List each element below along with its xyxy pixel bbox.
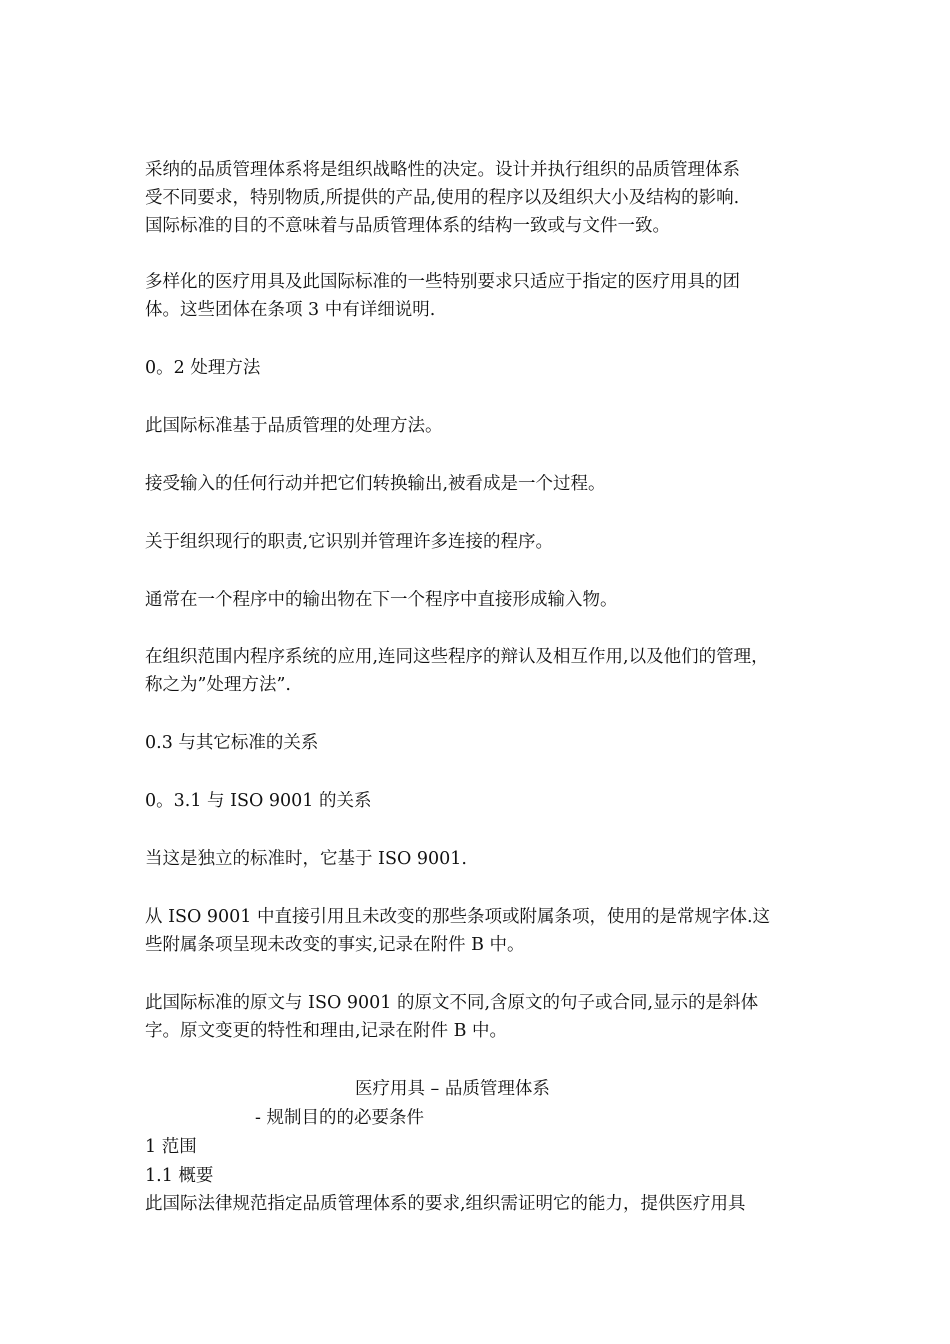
section-heading-0-3: 0.3 与其它标准的关系 <box>145 733 319 753</box>
text-line: 在组织范围内程序系统的应用,连同这些程序的辩认及相互作用,以及他们的管理， <box>145 647 769 667</box>
process-definition-paragraph: 接受输入的任何行动并把它们转换输出,被看成是一个过程。 <box>145 474 606 494</box>
section-heading-0-3-1: 0。3.1 与 ISO 9001 的关系 <box>145 791 372 811</box>
text-line: 些附属条项呈现未改变的事实,记录在附件 B 中。 <box>145 935 525 955</box>
text-line: 采纳的品质管理体系将是组织战略性的决定。设计并执行组织的品质管理体系 <box>145 160 740 180</box>
process-approach-paragraph: 此国际标准基于品质管理的处理方法。 <box>145 416 443 436</box>
scope-paragraph: 此国际法律规范指定品质管理体系的要求,组织需证明它的能力，提供医疗用具 <box>145 1194 746 1214</box>
text-line: 从 ISO 9001 中直接引用且未改变的那些条项或附属条项，使用的是常规字体.这 <box>145 907 771 927</box>
section-heading-1: 1 范围 <box>145 1137 197 1157</box>
text-line: 多样化的医疗用具及此国际标准的一些特别要求只适应于指定的医疗用具的团 <box>145 272 740 292</box>
system-application-paragraph <box>145 643 769 699</box>
responsibility-paragraph: 关于组织现行的职责,它识别并管理许多连接的程序。 <box>145 532 554 552</box>
section-heading-0-2: 0。2 处理方法 <box>145 358 261 378</box>
iso-basis-paragraph: 当这是独立的标准时，它基于 ISO 9001. <box>145 849 467 869</box>
output-input-paragraph: 通常在一个程序中的输出物在下一个程序中直接形成输入物。 <box>145 590 618 610</box>
document-subtitle: - 规制目的的必要条件 <box>255 1108 424 1128</box>
text-line: 国际标准的目的不意味着与品质管理体系的结构一致或与文件一致。 <box>145 216 670 236</box>
regular-font-paragraph <box>145 903 770 959</box>
medical-devices-paragraph <box>145 268 740 324</box>
section-heading-1-1: 1.1 概要 <box>145 1166 214 1186</box>
italic-font-paragraph <box>145 989 758 1045</box>
text-line: 体。这些团体在条项 3 中有详细说明. <box>145 300 436 320</box>
intro-paragraph <box>145 156 740 240</box>
text-line: 此国际标准的原文与 ISO 9001 的原文不同,含原文的句子或合同,显示的是斜体 <box>145 993 759 1013</box>
document-title: 医疗用具 – 品质管理体系 <box>355 1079 550 1099</box>
text-line: 称之为”处理方法”. <box>145 675 291 695</box>
text-line: 字。原文变更的特性和理由,记录在附件 B 中。 <box>145 1021 508 1041</box>
text-line: 受不同要求，特别物质,所提供的产品,使用的程序以及组织大小及结构的影响. <box>145 188 740 208</box>
